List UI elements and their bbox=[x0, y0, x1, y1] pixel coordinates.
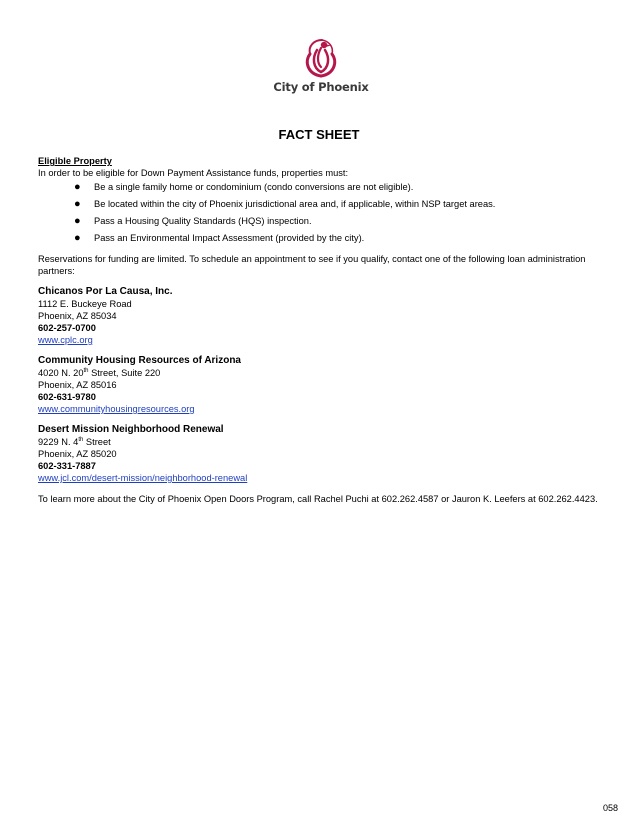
logo-text: City of Phoenix bbox=[273, 80, 369, 94]
phoenix-bird-icon bbox=[268, 36, 374, 82]
partner-address-line1: 1112 E. Buckeye Road bbox=[38, 299, 132, 309]
partner-name: Community Housing Resources of Arizona bbox=[38, 355, 241, 366]
bullet-icon: ● bbox=[74, 181, 81, 193]
partner-address-line2: Phoenix, AZ 85034 bbox=[38, 311, 117, 321]
document-body bbox=[38, 155, 604, 505]
reservations-paragraph: Reservations for funding are limited. To schedule an appointment to see if you qualify, contact one of the following loan administration partners: bbox=[38, 254, 586, 276]
partner-name: Desert Mission Neighborhood Renewal bbox=[38, 424, 224, 435]
list-item: ● Be located within the city of Phoenix jurisdictional area and, if applicable, within NSP target areas. bbox=[38, 196, 604, 213]
bullet-icon: ● bbox=[74, 232, 81, 244]
bullet-icon: ● bbox=[74, 215, 81, 227]
list-item: ● Pass a Housing Quality Standards (HQS) inspection. bbox=[38, 213, 604, 230]
partner-address-line2: Phoenix, AZ 85020 bbox=[38, 449, 117, 459]
page-title: FACT SHEET bbox=[278, 127, 360, 142]
page-number: 058 bbox=[602, 803, 618, 813]
partner-phone: 602-631-9780 bbox=[38, 392, 96, 402]
list-item: ● Pass an Environmental Impact Assessment (provided by the city). bbox=[38, 230, 604, 247]
partner-website-link[interactable]: www.cplc.org bbox=[38, 335, 93, 345]
partner-phone: 602-257-0700 bbox=[38, 323, 96, 333]
partner-block bbox=[38, 424, 604, 484]
partner-name: Chicanos Por La Causa, Inc. bbox=[38, 286, 173, 297]
partner-address-line2: Phoenix, AZ 85016 bbox=[38, 380, 117, 390]
partner-website-link[interactable]: www.communityhousingresources.org bbox=[38, 404, 195, 414]
closing-paragraph: To learn more about the City of Phoenix Open Doors Program, call Rachel Puchi at 602.262.4587 or Jauron K. Leefers at 602.262.4423. bbox=[38, 494, 598, 504]
partner-address-line1: 9229 N. 4th Street bbox=[38, 436, 111, 447]
partner-block bbox=[38, 286, 604, 346]
list-item: ● Be a single family home or condominium (condo conversions are not eligible). bbox=[38, 179, 604, 196]
partner-block bbox=[38, 355, 604, 415]
partner-website-link[interactable]: www.jcl.com/desert-mission/neighborhood-renewal bbox=[38, 473, 248, 483]
partner-phone: 602-331-7887 bbox=[38, 461, 96, 471]
partner-address-line1: 4020 N. 20th Street, Suite 220 bbox=[38, 367, 161, 378]
city-logo bbox=[268, 36, 374, 100]
eligible-intro: In order to be eligible for Down Payment Assistance funds, properties must: bbox=[38, 168, 349, 178]
eligibility-list bbox=[38, 179, 604, 247]
bullet-icon: ● bbox=[74, 198, 81, 210]
eligible-property-heading: Eligible Property bbox=[38, 156, 112, 166]
